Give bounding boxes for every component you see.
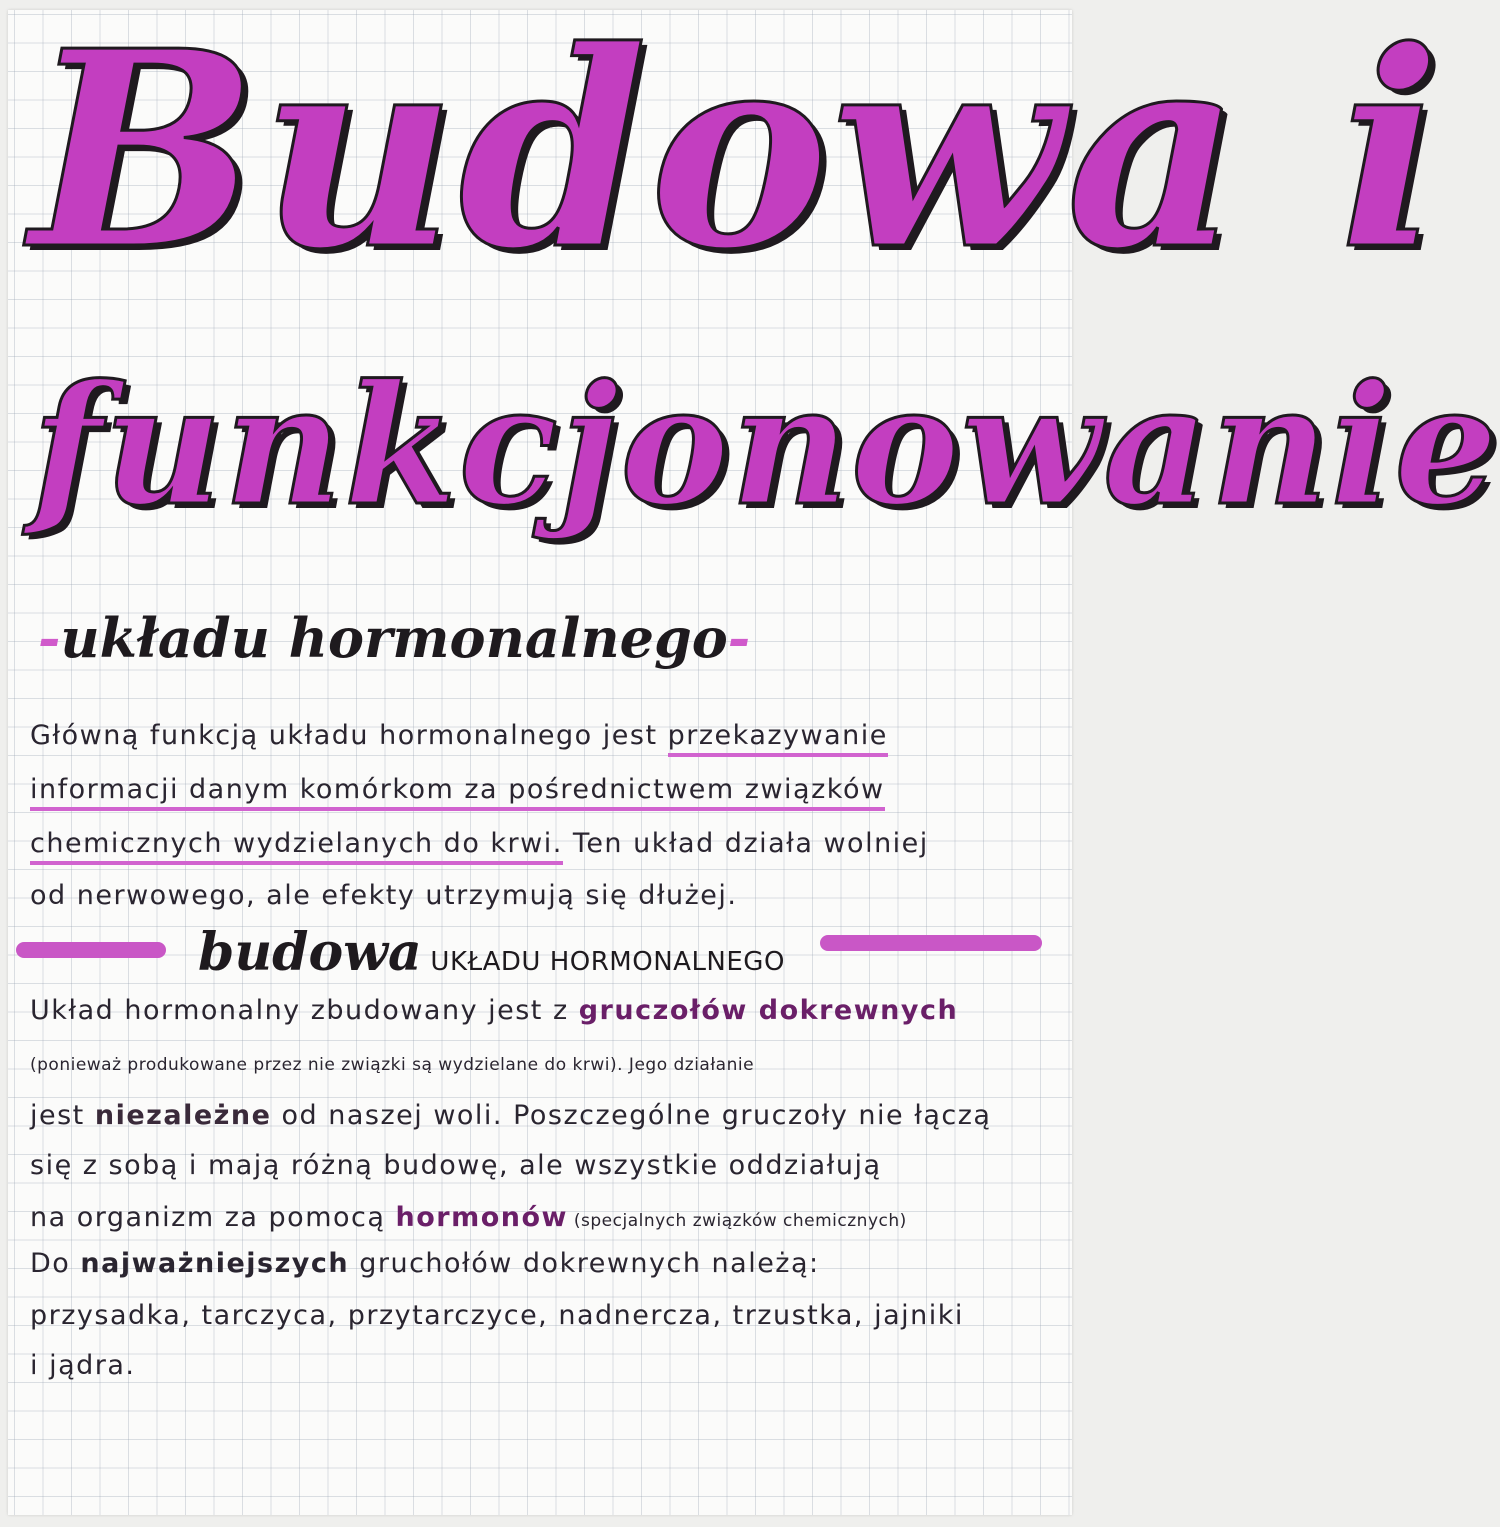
section-bar-right [820,935,1042,951]
body-bold-niezalezne: niezależne [94,1100,272,1131]
section-bar-left [16,942,166,958]
section-heading [198,922,785,983]
intro-line-4: od nerwowego, ale efekty utrzymują się dłużej. [30,880,738,911]
body-line-4: się z sobą i mają różną budowę, ale wszystkie oddziałują [30,1150,882,1181]
title-line-1: Budowa i [30,0,1444,309]
section-heading-script: budowa [198,922,422,983]
body-line-3-c: od naszej woli. Poszczególne gruczoły nie łączą [271,1100,992,1131]
body-bold-hormonow: hormonów [395,1202,568,1233]
body-line-1-text: Układ hormonalny zbudowany jest z [30,995,579,1026]
intro-highlight-line-2: informacji danym komórkom za pośrednictwem związków [30,774,885,811]
title-line-2: funkcjonowanie [32,348,1500,542]
body-line-6-c: gruchołów dokrewnych należą: [349,1248,820,1279]
notebook-page [8,0,1500,1515]
subtitle-text: układu hormonalnego [60,606,728,670]
subtitle [38,606,750,670]
body-line-5-note: (specjalnych związków chemicznych) [567,1211,907,1231]
intro-highlight-line-3: chemicznych wydzielanych do krwi. [30,828,563,865]
body-line-6-a: Do [30,1248,81,1279]
body-line-6 [30,1248,820,1279]
intro-line-3 [30,828,929,859]
body-bold-najwazniejszych: najważniejszych [80,1248,350,1279]
body-line-5 [30,1202,907,1233]
intro-line-1-text: Główną funkcją układu hormonalnego jest [30,720,668,751]
section-heading-caps: UKŁADU HORMONALNEGO [421,947,785,977]
intro-line-3-text: Ten układ działa wolniej [562,828,929,859]
body-line-3-a: jest [30,1100,95,1131]
intro-line-2 [30,774,885,805]
subtitle-dash-right: - [727,606,751,670]
intro-highlight-przekazywanie: przekazywanie [668,720,888,757]
body-line-8: i jądra. [30,1350,136,1381]
body-line-5-a: na organizm za pomocą [30,1202,396,1233]
intro-line-1 [30,720,888,751]
body-line-3 [30,1100,991,1131]
body-bold-gruczolow: gruczołów dokrewnych [578,995,959,1026]
body-line-7: przysadka, tarczyca, przytarczyce, nadnercza, trzustka, jajniki [30,1300,964,1331]
body-line-1 [30,995,958,1026]
subtitle-dash-left: - [38,606,61,670]
body-line-2: (ponieważ produkowane przez nie związki są wydzielane do krwi). Jego działanie [30,1055,755,1075]
